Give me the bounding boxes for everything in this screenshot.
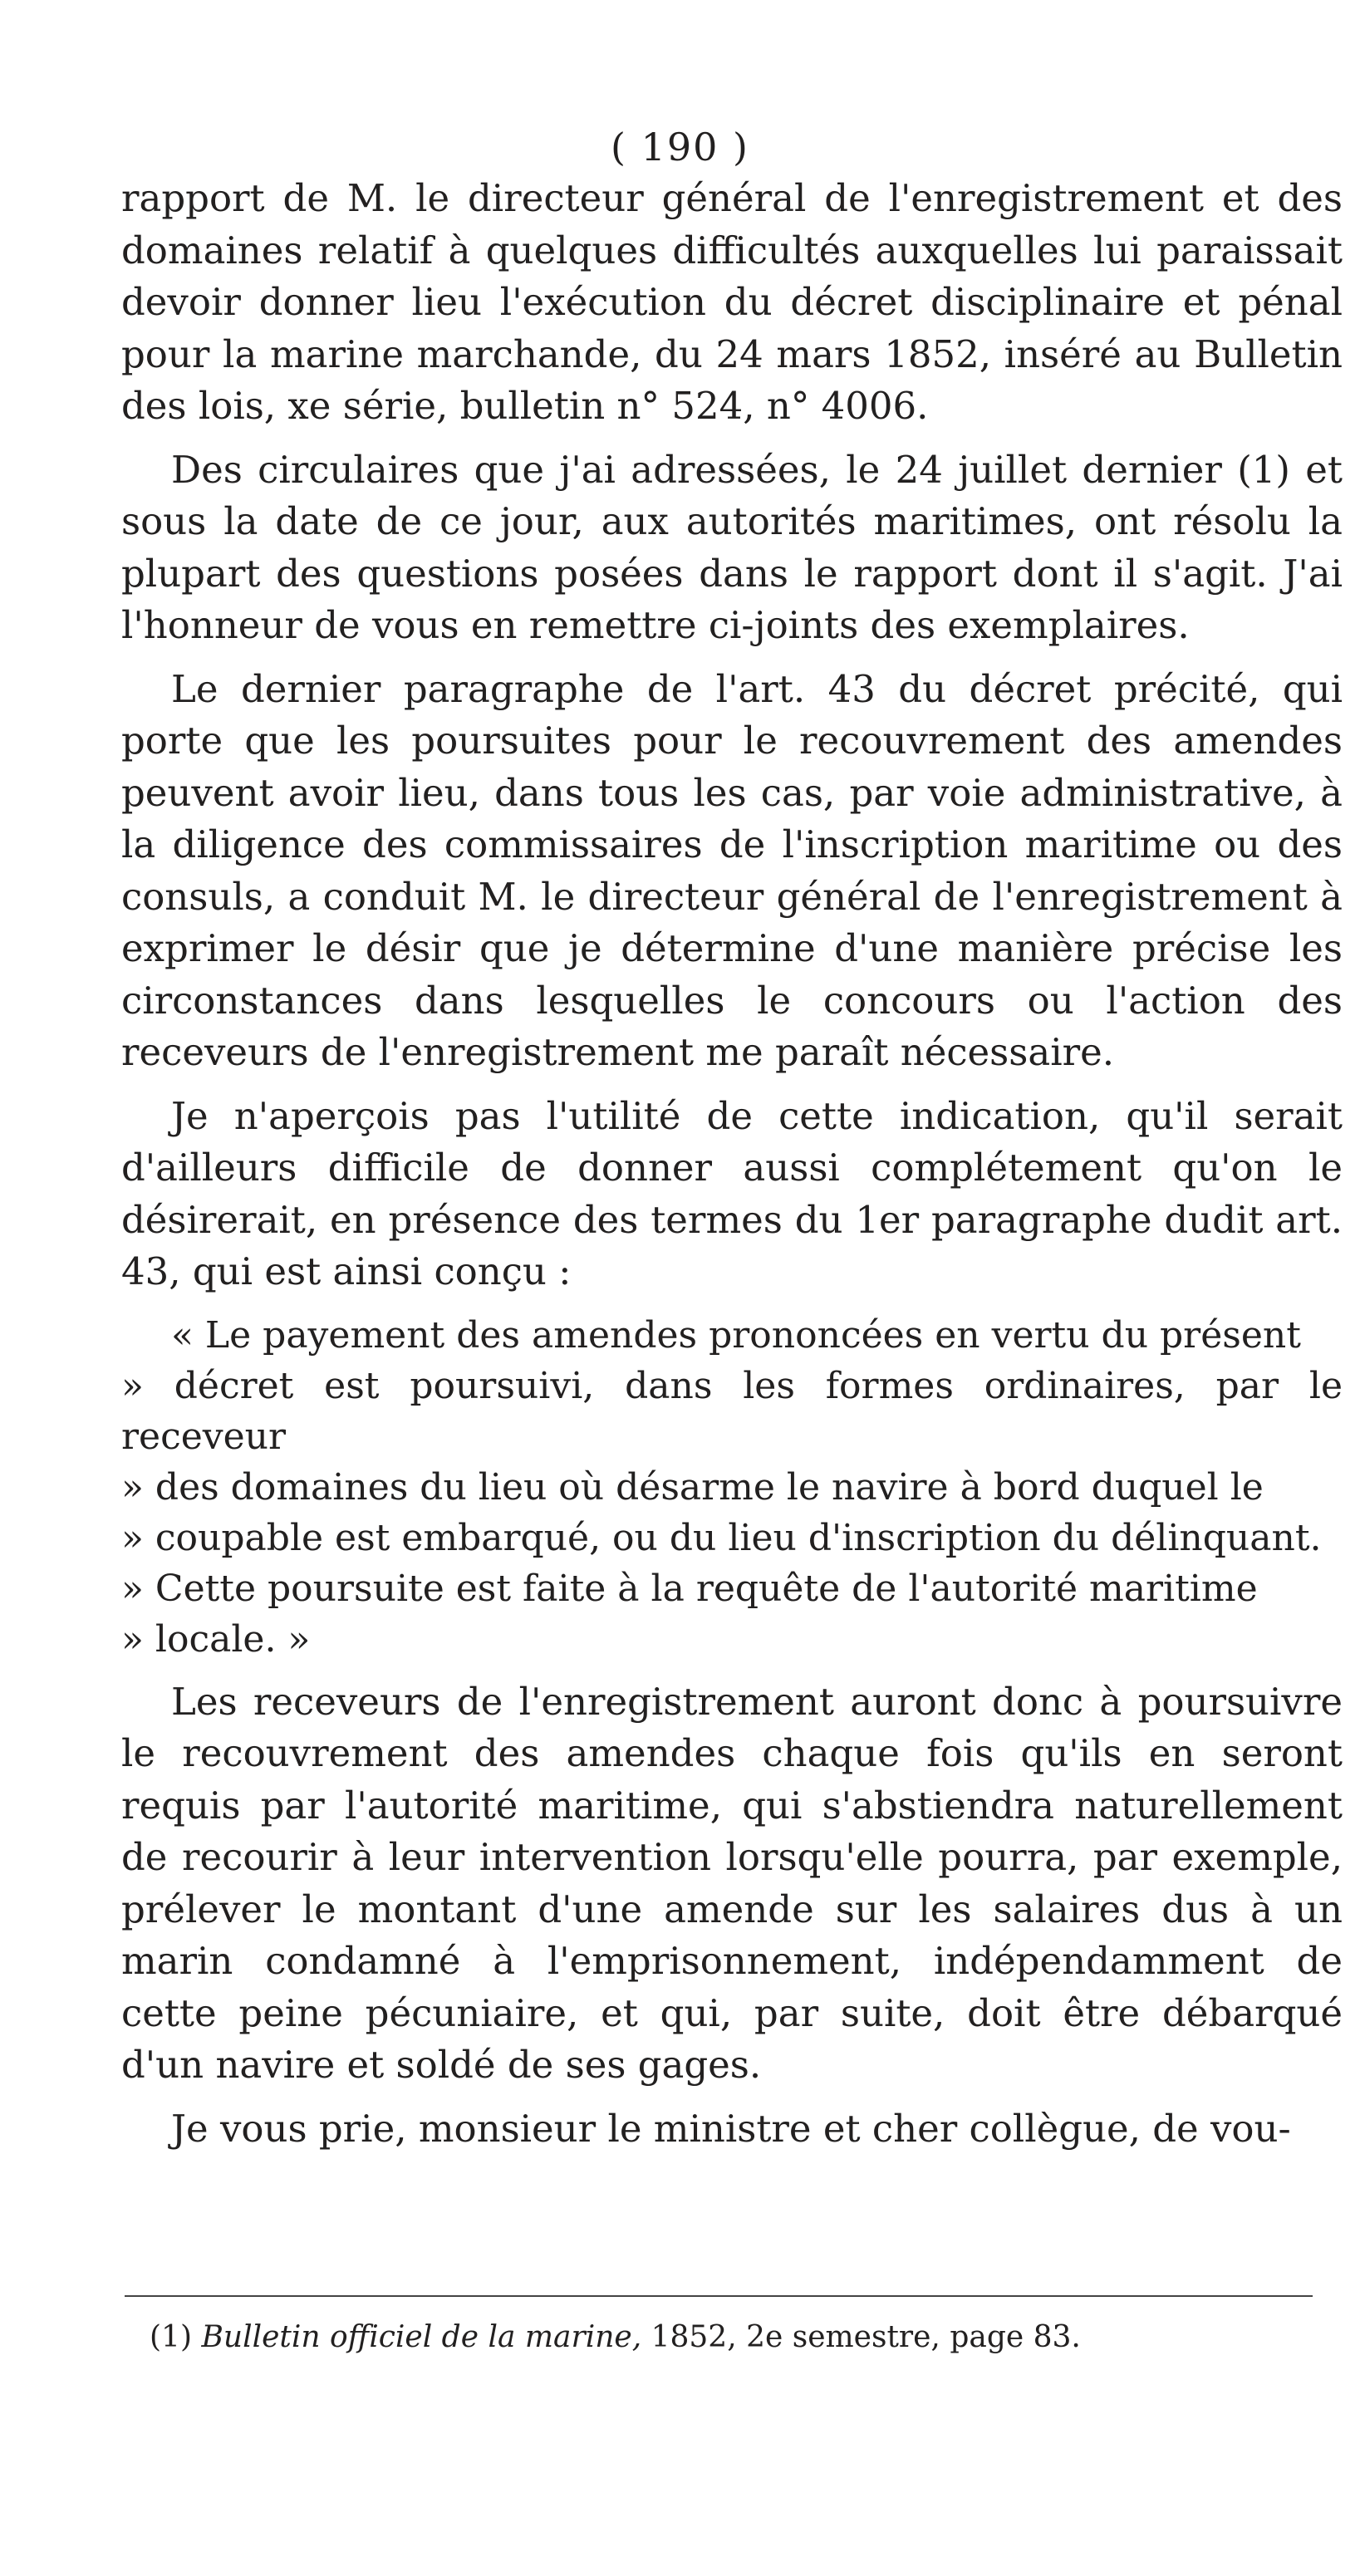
footnote-divider [125, 2295, 1313, 2297]
footnote-reference: 1852, 2e semestre, page 83. [651, 2320, 1081, 2354]
quote-line: » décret est poursuivi, dans les formes ordinaires, par le receveur [121, 1364, 1343, 1458]
paragraph-utility: Je n'aperçois pas l'utilité de cette indication, qu'il serait d'ailleurs difficile de donner aussi complétement qu'on le désirerait, en présence des termes du 1er paragraphe dudit art. 43, qui est ainsi conçu : [121, 1093, 1343, 1293]
paragraph-receveurs: Les receveurs de l'enregistrement auront donc à poursuivre le recouvrement des amendes chaque fois qu'ils en seront requis par l'autorité maritime, qui s'abstiendra naturellement de recourir à leur intervention lorsqu'elle pourra, par exemple, prélever le montant d'une amende sur les salaires dus à un marin condamné à l'emprisonnement, indépendamment de cette peine pécuniaire, et qui, par suite, doit être débarqué d'un navire et soldé de ses gages. [121, 1679, 1343, 2087]
footnote-title: Bulletin officiel de la marine, [201, 2320, 642, 2354]
paragraph-continuation: rapport de M. le directeur général de l'enregistrement et des domaines relatif à quelques difficultés auxquelles lui paraissait devoir donner lieu l'exécution du décret disciplinaire et pénal pour la marine marchande, du 24 mars 1852, inséré au Bulletin des lois, xe série, bulletin n° 524, n° 4006. [121, 176, 1343, 428]
quote-line: » des domaines du lieu où désarme le navire à bord duquel le [121, 1465, 1264, 1509]
quote-line: » locale. » [121, 1617, 311, 1661]
footnote-marker: (1) [150, 2320, 192, 2354]
page-number: ( 190 ) [611, 125, 749, 169]
paragraph-circulars: Des circulaires que j'ai adressées, le 24 juillet dernier (1) et sous la date de ce jour, aux autorités maritimes, ont résolu la plupart des questions posées dans le rapport dont il s'agit. J'ai l'honneur de vous en remettre ci-joints des exemplaires. [121, 447, 1343, 647]
body-text [121, 173, 1343, 2166]
quote-line: » Cette poursuite est faite à la requête de l'autorité maritime [121, 1567, 1258, 1610]
quote-line: « Le payement des amendes prononcées en vertu du présent [171, 1313, 1301, 1357]
quote-line: » coupable est embarqué, ou du lieu d'inscription du délinquant. [121, 1516, 1322, 1559]
footnote [150, 2318, 1329, 2358]
paragraph-closing: Je vous prie, monsieur le ministre et cher collègue, de vou- [171, 2106, 1291, 2151]
paragraph-article-43: Le dernier paragraphe de l'art. 43 du décret précité, qui porte que les poursuites pour le recouvrement des amendes peuvent avoir lieu, dans tous les cas, par voie administrative, à la diligence des commissaires de l'inscription maritime ou des consuls, a conduit M. le directeur général de l'enregistrement à exprimer le désir que je détermine d'une manière précise les circonstances dans lesquelles le concours ou l'action des receveurs de l'enregistrement me paraît nécessaire. [121, 666, 1343, 1074]
quoted-article [121, 1310, 1343, 1665]
